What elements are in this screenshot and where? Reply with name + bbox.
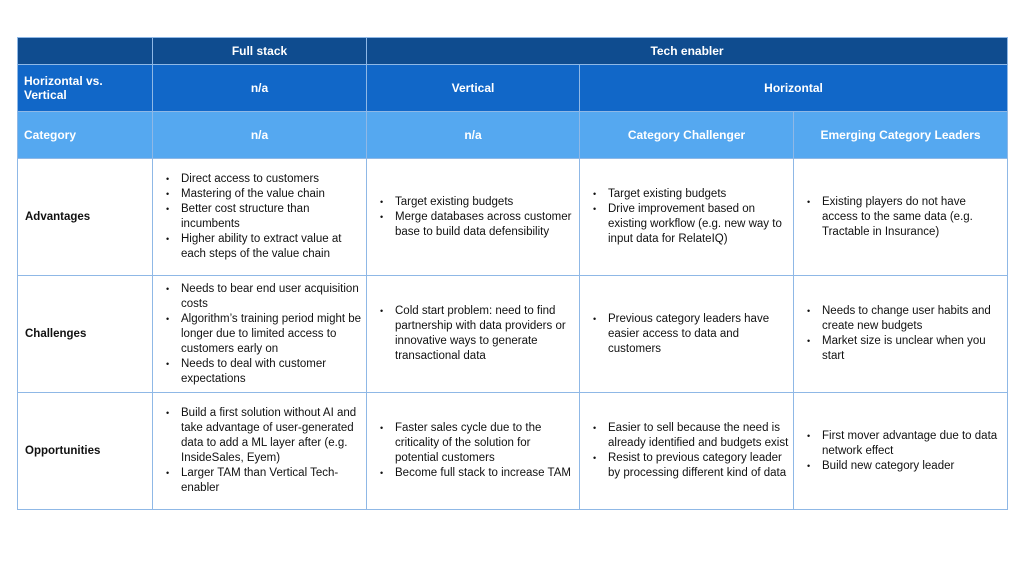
bullet-list (373, 195, 575, 240)
header-full-stack: Full stack (153, 38, 367, 65)
header-category-challenger: Category Challenger (580, 112, 794, 159)
header-category-emerging-leaders: Emerging Category Leaders (794, 112, 1008, 159)
header-hv-vertical: Vertical (367, 65, 580, 112)
bullet-list (159, 172, 362, 262)
row-label-challenges: Challenges (18, 276, 153, 393)
header-hv-full-stack: n/a (153, 65, 367, 112)
bullet-list (373, 304, 575, 364)
bullet-item: • Target existing budgets (586, 187, 789, 202)
table-row-opportunities (18, 393, 1008, 510)
bullet-list (800, 429, 1003, 474)
cell-advantages-vertical (367, 159, 580, 276)
bullet-list (159, 406, 362, 496)
cell-opportunities-vertical (367, 393, 580, 510)
bullet-item: • Easier to sell because the need is already identified and budgets exist (586, 421, 789, 451)
header-hv-horizontal: Horizontal (580, 65, 1008, 112)
bullet-item: • Drive improvement based on existing workflow (e.g. new way to input data for RelateIQ) (586, 202, 789, 247)
bullet-list (586, 421, 789, 481)
table-body (18, 159, 1008, 510)
header-corner (18, 38, 153, 65)
bullet-item: • Cold start problem: need to find partnership with data providers or innovative ways to generate transactional data (373, 304, 575, 364)
cell-advantages-category-challenger (580, 159, 794, 276)
bullet-item: • Faster sales cycle due to the criticality of the solution for potential customers (373, 421, 575, 466)
header-category-vertical: n/a (367, 112, 580, 159)
cell-advantages-emerging-leaders (794, 159, 1008, 276)
row-label-advantages: Advantages (18, 159, 153, 276)
cell-challenges-full-stack (153, 276, 367, 393)
bullet-item: • Better cost structure than incumbents (159, 202, 362, 232)
cell-challenges-emerging-leaders (794, 276, 1008, 393)
bullet-item: • Algorithm’s training period might be longer due to limited access to customers early on (159, 312, 362, 357)
bullet-item: • Larger TAM than Vertical Tech-enabler (159, 466, 362, 496)
bullet-item: • Previous category leaders have easier access to data and customers (586, 312, 789, 357)
bullet-item: • Existing players do not have access to the same data (e.g. Tractable in Insurance) (800, 195, 1003, 240)
bullet-list (586, 187, 789, 247)
bullet-item: • First mover advantage due to data network effect (800, 429, 1003, 459)
cell-advantages-full-stack (153, 159, 367, 276)
header-row-category (18, 112, 1008, 159)
header-row-model (18, 38, 1008, 65)
comparison-table (17, 37, 1008, 510)
bullet-item: • Market size is unclear when you start (800, 334, 1003, 364)
cell-challenges-category-challenger (580, 276, 794, 393)
table-row-advantages (18, 159, 1008, 276)
bullet-item: • Higher ability to extract value at each steps of the value chain (159, 232, 362, 262)
table-row-challenges (18, 276, 1008, 393)
cell-challenges-vertical (367, 276, 580, 393)
row-label-opportunities: Opportunities (18, 393, 153, 510)
bullet-list (800, 195, 1003, 240)
bullet-item: • Become full stack to increase TAM (373, 466, 575, 481)
bullet-item: • Needs to bear end user acquisition costs (159, 282, 362, 312)
header-row-horizontal-vertical (18, 65, 1008, 112)
bullet-item: • Needs to change user habits and create new budgets (800, 304, 1003, 334)
bullet-item: • Build new category leader (800, 459, 1003, 474)
bullet-item: • Direct access to customers (159, 172, 362, 187)
bullet-list (159, 282, 362, 387)
bullet-list (800, 304, 1003, 364)
bullet-item: • Target existing budgets (373, 195, 575, 210)
bullet-list (373, 421, 575, 481)
cell-opportunities-full-stack (153, 393, 367, 510)
bullet-list (586, 312, 789, 357)
header-tech-enabler: Tech enabler (367, 38, 1008, 65)
header-category-full-stack: n/a (153, 112, 367, 159)
cell-opportunities-category-challenger (580, 393, 794, 510)
bullet-item: • Resist to previous category leader by processing different kind of data (586, 451, 789, 481)
header-hv-label: Horizontal vs. Vertical (18, 65, 153, 112)
header-category-label: Category (18, 112, 153, 159)
cell-opportunities-emerging-leaders (794, 393, 1008, 510)
bullet-item: • Mastering of the value chain (159, 187, 362, 202)
bullet-item: • Build a first solution without AI and take advantage of user-generated data to add a ML layer after (e.g. InsideSales, Eyem) (159, 406, 362, 466)
bullet-item: • Needs to deal with customer expectations (159, 357, 362, 387)
bullet-item: • Merge databases across customer base to build data defensibility (373, 210, 575, 240)
